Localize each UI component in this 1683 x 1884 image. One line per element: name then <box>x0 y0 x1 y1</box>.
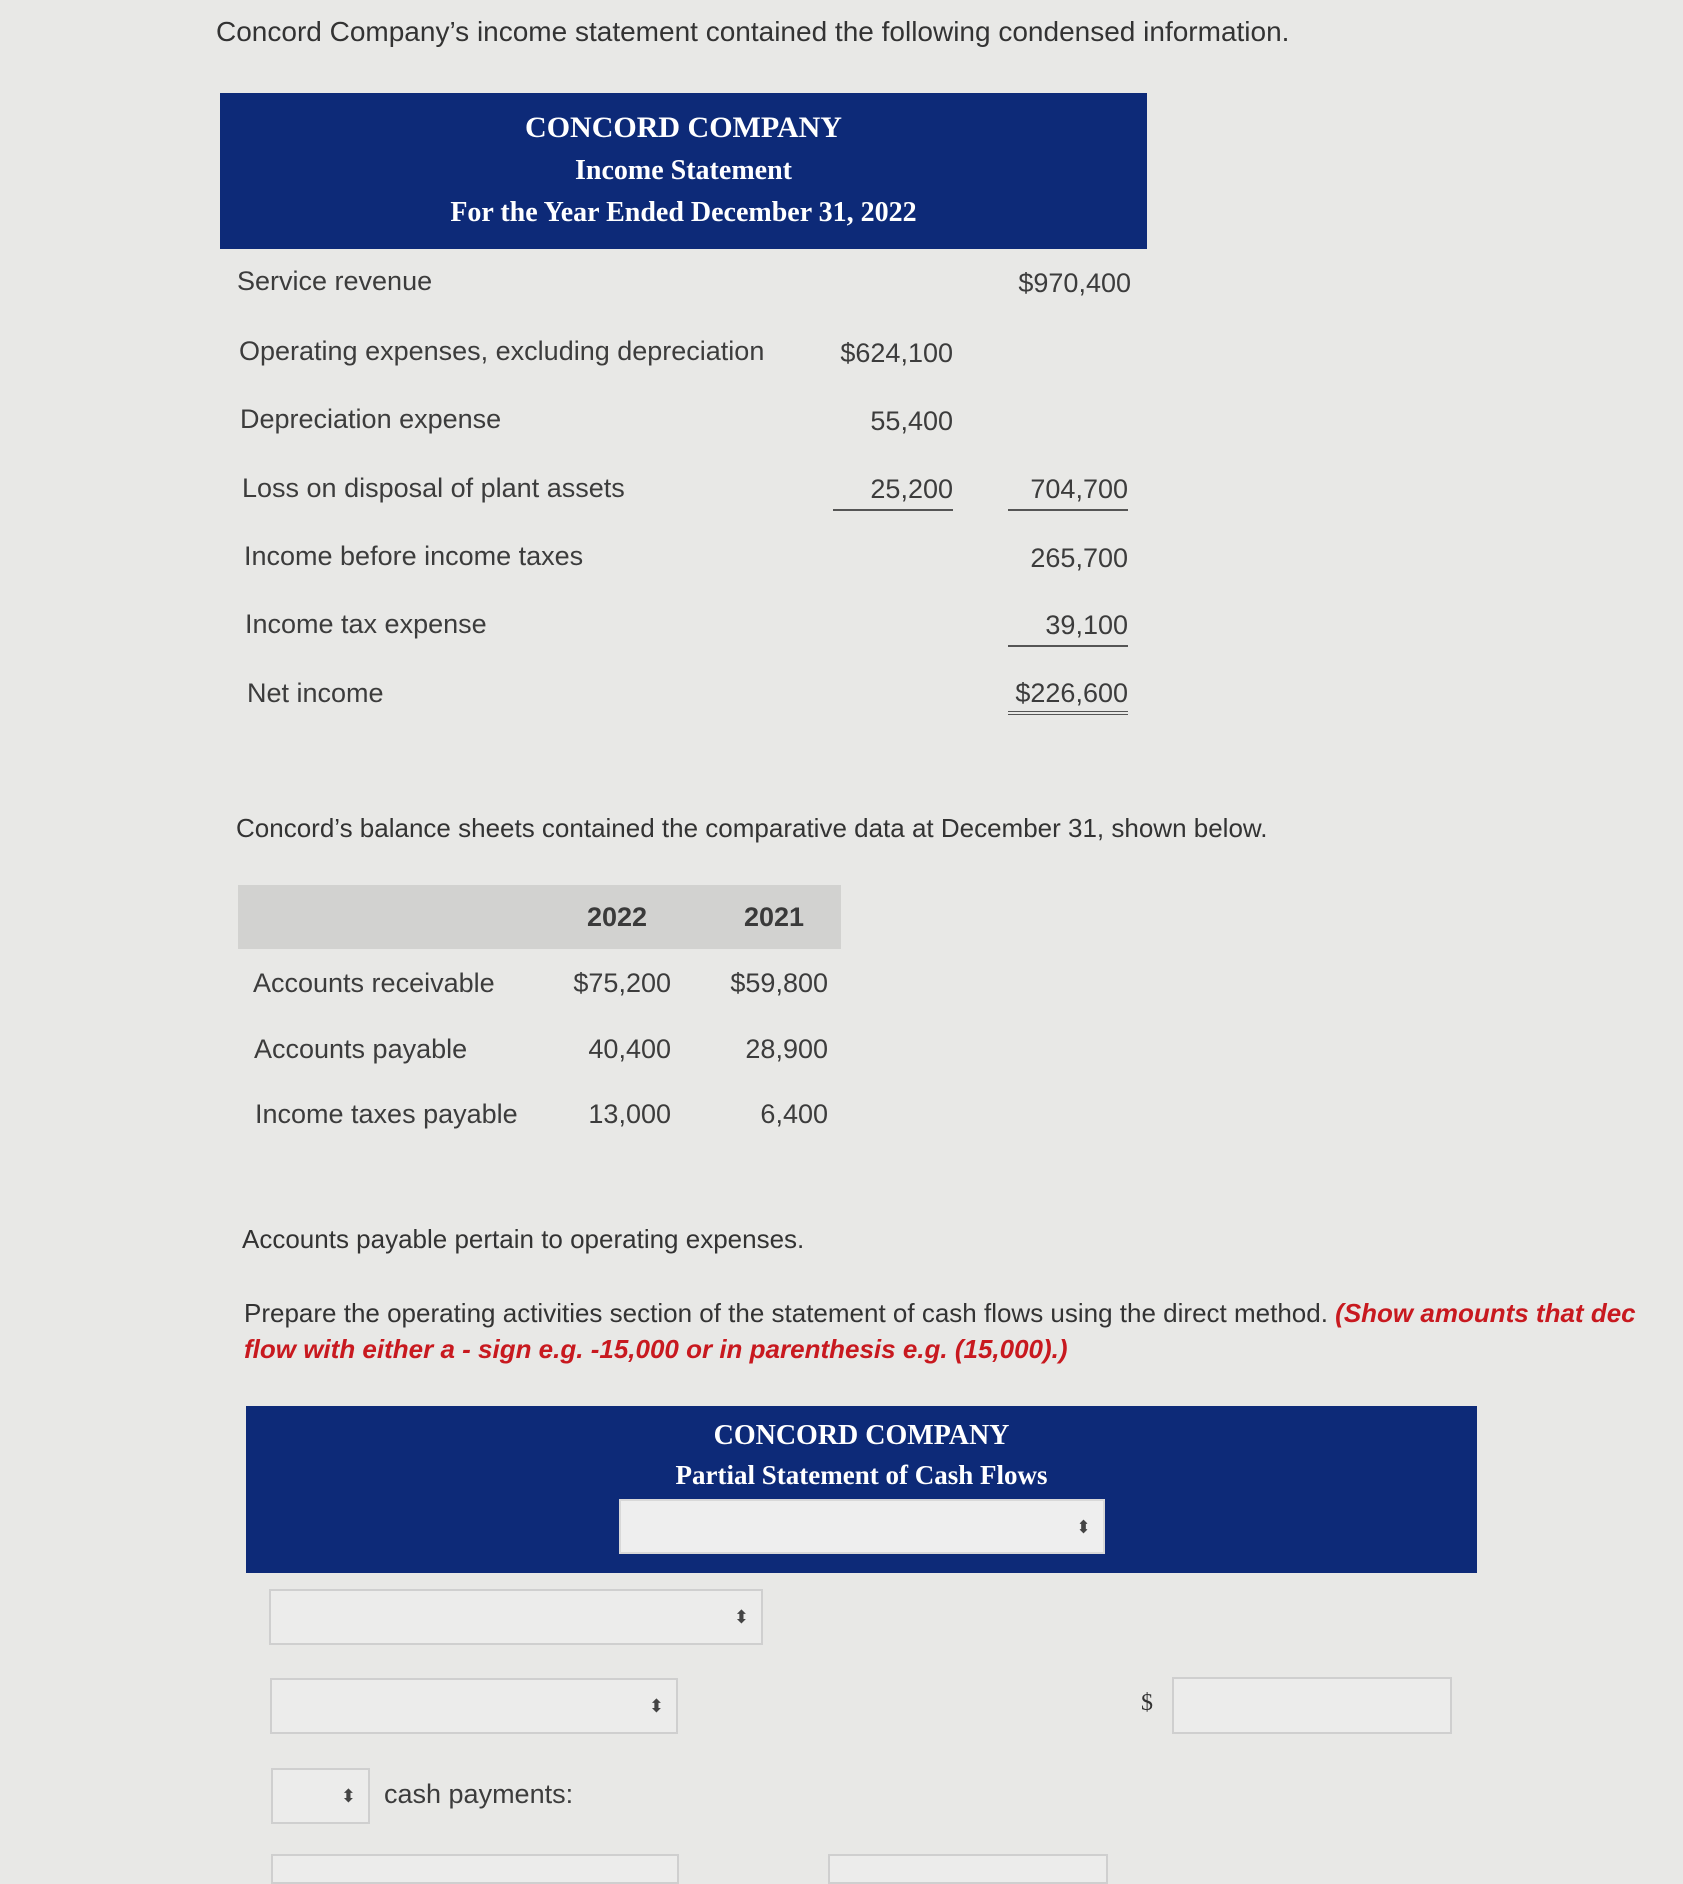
company-name: CONCORD COMPANY <box>525 111 842 144</box>
row-label-net-income: Net income <box>247 678 384 708</box>
cash-flow-header <box>246 1406 1477 1573</box>
column-header-2022: 2022 <box>587 902 648 932</box>
instruction-red-2: flow with either a - sign e.g. -15,000 or in parenthesis e.g. (15,000).) <box>244 1334 1068 1364</box>
ap-2021: 28,900 <box>745 1034 828 1064</box>
select-arrow-icon: ⬍ <box>648 1696 664 1716</box>
cash-receipts-amount-input[interactable] <box>1172 1677 1452 1734</box>
cf-line-select-2[interactable] <box>270 1678 678 1734</box>
row-label-loss-disposal: Loss on disposal of plant assets <box>242 473 625 503</box>
bs-label-accounts-payable: Accounts payable <box>254 1034 468 1064</box>
ar-2022: $75,200 <box>573 968 671 998</box>
row-label-service-revenue: Service revenue <box>237 266 433 296</box>
cf-line-select-1[interactable] <box>269 1589 763 1645</box>
row-label-operating-expenses: Operating expenses, excluding depreciation <box>239 336 765 366</box>
statement-title: Income Statement <box>575 155 792 186</box>
accounts-payable-note: Accounts payable pertain to operating expenses. <box>242 1224 805 1254</box>
instruction-red-1: (Show amounts that dec <box>1335 1298 1636 1328</box>
row-label-income-tax: Income tax expense <box>245 609 487 639</box>
column-header-2021: 2021 <box>744 902 805 932</box>
ap-2022: 40,400 <box>588 1034 671 1064</box>
operating-expenses-amount: $624,100 <box>840 338 953 368</box>
period-select[interactable] <box>619 1499 1105 1554</box>
bs-label-accounts-receivable: Accounts receivable <box>253 968 495 998</box>
statement-period: For the Year Ended December 31, 2022 <box>450 197 917 228</box>
net-income-amount: $226,600 <box>1008 678 1128 715</box>
select-arrow-icon: ⬍ <box>340 1786 356 1806</box>
income-tax-amount: 39,100 <box>1008 610 1128 647</box>
service-revenue-amount: $970,400 <box>1018 268 1131 298</box>
income-statement-header <box>220 93 1147 249</box>
ar-2021: $59,800 <box>730 968 828 998</box>
instruction-line-1 <box>244 1298 1683 1329</box>
cf-title: Partial Statement of Cash Flows <box>675 1460 1048 1490</box>
loss-disposal-amount: 25,200 <box>833 474 953 511</box>
row-label-depreciation: Depreciation expense <box>240 404 502 434</box>
depreciation-amount: 55,400 <box>870 406 953 436</box>
select-arrow-icon: ⬍ <box>1075 1516 1091 1537</box>
row-label-income-before-tax: Income before income taxes <box>244 541 584 571</box>
cash-payments-prefix-select[interactable] <box>271 1768 370 1824</box>
itp-2022: 13,000 <box>588 1099 671 1129</box>
itp-2021: 6,400 <box>760 1099 828 1129</box>
cash-payments-label: cash payments: <box>384 1779 574 1809</box>
balance-sheet-intro: Concord’s balance sheets contained the comparative data at December 31, shown below. <box>236 813 1268 843</box>
cf-line-select-4[interactable] <box>271 1854 679 1884</box>
intro-text: Concord Company’s income statement contained the following condensed information. <box>216 16 1290 47</box>
income-before-tax-amount: 265,700 <box>1030 543 1128 573</box>
bs-label-income-taxes-payable: Income taxes payable <box>255 1099 518 1129</box>
currency-symbol: $ <box>1141 1690 1153 1716</box>
select-arrow-icon: ⬍ <box>733 1607 749 1627</box>
instruction-text: Prepare the operating activities section of the statement of cash flows using the direct method. <box>244 1298 1336 1328</box>
cash-payments-amount-input[interactable] <box>828 1854 1108 1884</box>
cf-company-name: CONCORD COMPANY <box>713 1420 1010 1451</box>
total-expenses-amount: 704,700 <box>1008 474 1128 511</box>
